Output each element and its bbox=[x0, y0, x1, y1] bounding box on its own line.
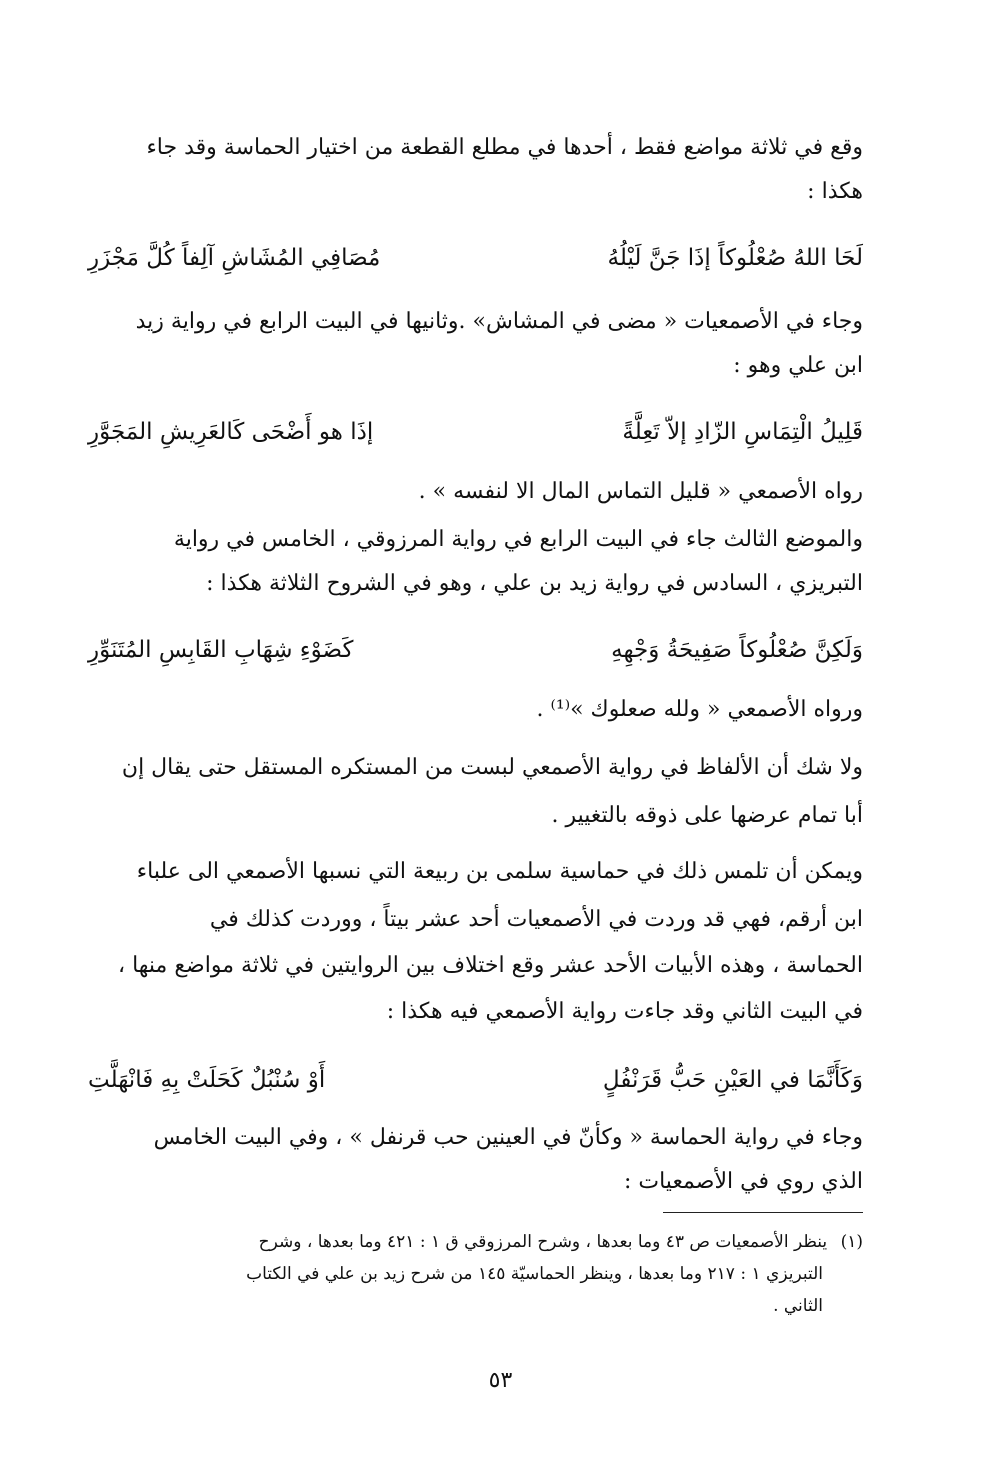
poetry-verse bbox=[88, 408, 863, 456]
poetry-verse bbox=[88, 234, 863, 282]
footnote bbox=[88, 1226, 863, 1322]
verse-first-hemistich: وَكَأَنَّمَا في العَيْنِ حَبُّ قَرَنْفُلٍ bbox=[602, 1067, 863, 1093]
paragraph-line: ويمكن أن تلمس ذلك في حماسية سلمى بن ربيعة التي نسبها الأصمعي الى علباء bbox=[136, 859, 863, 884]
paragraph-line: أبا تمام عرضها على ذوقه بالتغيير . bbox=[551, 803, 863, 828]
paragraph-line: وقع في ثلاثة مواضع فقط ، أحدها في مطلع القطعة من اختيار الحماسة وقد جاء bbox=[146, 135, 863, 160]
paragraph-line: ابن علي وهو : bbox=[733, 353, 863, 378]
paragraph-line: ولا شك أن الألفاظ في رواية الأصمعي لبست من المستكره المستقل حتى يقال إن bbox=[121, 755, 863, 780]
paragraph-line: الذي روي في الأصمعيات : bbox=[623, 1169, 863, 1194]
footnote-number: (١) bbox=[840, 1232, 863, 1252]
poetry-verse bbox=[88, 626, 863, 674]
poetry-verse bbox=[88, 1056, 863, 1104]
paragraph-line: ابن أرقم، فهي قد وردت في الأصمعيات أحد عشر بيتاً ، ووردت كذلك في bbox=[209, 907, 863, 932]
paragraph-line: الحماسة ، وهذه الأبيات الأحد عشر وقع اختلاف بين الروايتين في ثلاثة مواضع منها ، bbox=[117, 953, 863, 978]
footnote-line bbox=[88, 1226, 863, 1258]
verse-first-hemistich: قَلِيلُ الْتِمَاسِ الزّادِ إلاّ تَعِلَّةً bbox=[622, 419, 863, 445]
paragraph-line: ورواه الأصمعي « ولله صعلوك »⁽¹⁾ . bbox=[536, 697, 863, 722]
paragraph-line: وجاء في الأصمعيات « مضى في المشاش» .وثانيها في البيت الرابع في رواية زيد bbox=[135, 309, 863, 334]
footnote-line: التبريزي ١ : ٢١٧ وما بعدها ، وينظر الحماسيّة ١٤٥ من شرح زيد بن علي في الكتاب bbox=[246, 1264, 823, 1284]
footnote-separator bbox=[663, 1212, 863, 1213]
paragraph-line: هكذا : bbox=[807, 179, 863, 204]
page-number: ٥٣ bbox=[488, 1368, 513, 1393]
footnote-line: الثاني . bbox=[773, 1296, 823, 1316]
verse-first-hemistich: لَحَا اللهُ صُعْلُوكاً إذَا جَنَّ لَيْلُهُ bbox=[607, 245, 863, 271]
verse-first-hemistich: وَلَكِنَّ صُعْلُوكاً صَفِيحَةُ وَجْهِهِ bbox=[611, 637, 863, 663]
paragraph-line: وجاء في رواية الحماسة « وكأنّ في العينين حب قرنفل » ، وفي البيت الخامس bbox=[153, 1125, 863, 1150]
footnote-text: ينظر الأصمعيات ص ٤٣ وما بعدها ، وشرح المرزوقي ق ١ : ٤٢١ وما بعدها ، وشرح bbox=[258, 1232, 828, 1252]
verse-second-hemistich: أَوْ سُنْبُلٌ كَحَلَتْ بِهِ فَانْهَلَّتِ bbox=[88, 1067, 326, 1093]
verse-second-hemistich: كَضَوْءِ شِهَابِ القَابِسِ المُتَنَوِّرِ bbox=[88, 637, 354, 663]
verse-second-hemistich: إذَا هو أَضْحَى كَالعَرِيشِ المَجَوَّرِ bbox=[88, 419, 374, 445]
verse-second-hemistich: مُصَافِي المُشَاشِ آلِفاً كُلَّ مَجْزَرِ bbox=[88, 245, 381, 271]
paragraph-line: في البيت الثاني وقد جاءت رواية الأصمعي فيه هكذا : bbox=[386, 999, 863, 1024]
paragraph-line: والموضع الثالث جاء في البيت الرابع في رواية المرزوقي ، الخامس في رواية bbox=[173, 527, 863, 552]
paragraph-line: رواه الأصمعي « قليل التماس المال الا لنفسه » . bbox=[418, 479, 863, 504]
paragraph-line: التبريزي ، السادس في رواية زيد بن علي ، وهو في الشروح الثلاثة هكذا : bbox=[206, 571, 863, 596]
